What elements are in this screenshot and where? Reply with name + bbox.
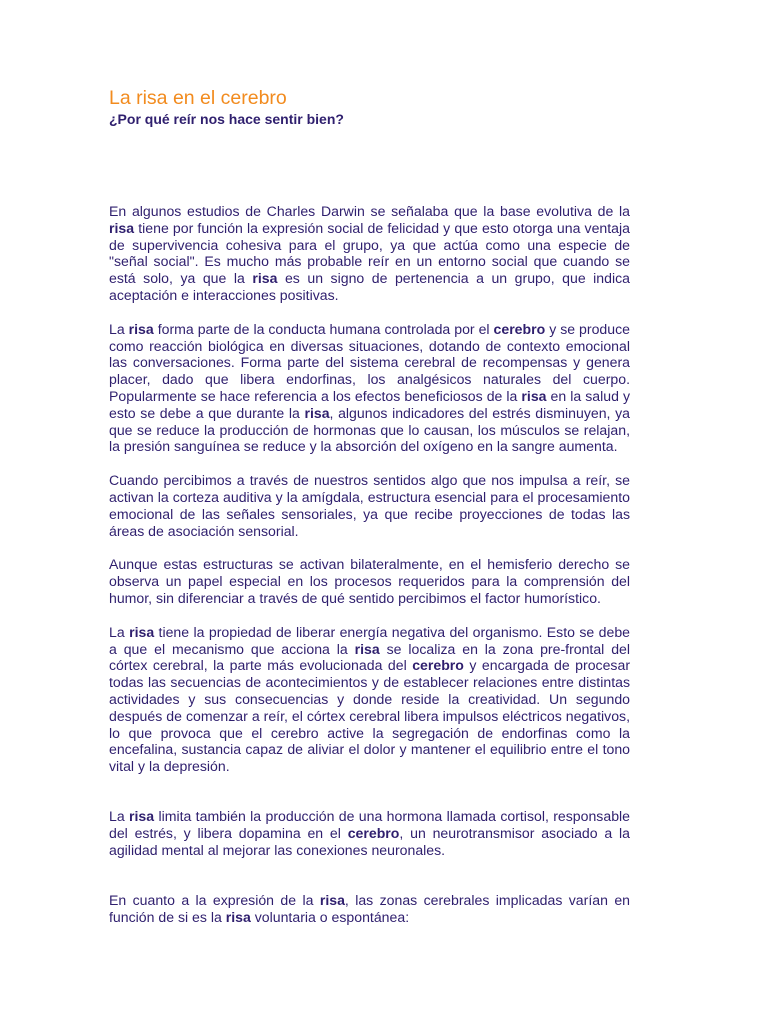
- document-page: [109, 86, 630, 926]
- text-run: , algunos indicadores del estrés disminuyen, ya que se reduce la producción de hormonas que lo causan, los músculos se relajan, la presión sanguínea se reduce y la absorción del oxígeno en la sangre aumenta.: [109, 404, 630, 455]
- paragraph-darwin: [109, 203, 630, 304]
- text-run: tiene por función la expresión social de felicidad y que esto otorga una ventaja de supervivencia cohesiva para el grupo, ya que actúa como una especie de "señal social". Es mucho más probable reír en un entorno social que cuando se está solo, ya que la: [109, 219, 630, 287]
- paragraph-cortisol: [109, 808, 630, 858]
- text-run: , un neurotransmisor asociado a la agilidad mental al mejorar las conexiones neuronales.: [109, 824, 630, 858]
- bold-term: risa: [319, 892, 345, 909]
- text-run: y se produce como reacción biológica en diversas situaciones, dotando de contexto emocional las conversaciones. Forma parte del sistema cerebral de recompensas y genera placer, dado que libera endorfinas, los analgésicos naturales del cuerpo. Popularmente se hace referencia a los efectos beneficiosos de la: [109, 320, 630, 404]
- text-run: En cuanto a la expresión de la: [109, 892, 320, 909]
- text-run: , las zonas cerebrales implicadas varían en función de si es la: [109, 892, 630, 926]
- paragraph-conducta-humana: [109, 321, 630, 455]
- text-run: forma parte de la conducta humana controlada por el: [153, 320, 494, 337]
- bold-term: risa: [129, 623, 155, 640]
- bold-term: risa: [304, 404, 330, 421]
- document-subtitle: ¿Por qué reír nos hace sentir bien?: [109, 111, 344, 127]
- text-run: Cuando percibimos a través de nuestros sentidos algo que nos impulsa a reír, se activan la corteza auditiva y la amígdala, estructura esencial para el procesamiento emocional de las señales sensoriales, ya que recibe proyecciones de todas las áreas de asociación sensorial.: [109, 472, 630, 539]
- paragraph-sentidos: [109, 472, 630, 539]
- text-run: es un signo de pertenencia a un grupo, que indica aceptación e interacciones positivas.: [109, 270, 630, 303]
- bold-term: risa: [225, 909, 251, 926]
- bold-term: cerebro: [412, 657, 464, 674]
- text-run: en la salud y esto se debe a que durante la: [109, 387, 630, 421]
- text-run: La: [109, 320, 129, 337]
- bold-term: risa: [521, 387, 547, 404]
- bold-term: cerebro: [493, 320, 546, 337]
- text-run: La: [109, 623, 130, 640]
- paragraph-expresion: [109, 892, 630, 926]
- bold-term: risa: [252, 270, 278, 287]
- bold-term: risa: [128, 320, 154, 337]
- bold-term: cerebro: [347, 824, 400, 841]
- bold-term: risa: [109, 219, 135, 236]
- bold-term: risa: [129, 807, 155, 824]
- text-run: tiene la propiedad de liberar energía negativa del organismo. Esto se debe a que el mecanismo que acciona la: [109, 623, 631, 657]
- bold-term: risa: [354, 640, 380, 657]
- text-run: La: [109, 807, 130, 824]
- document-title: La risa en el cerebro: [109, 87, 287, 109]
- text-run: se localiza en la zona pre-frontal del córtex cerebral, la parte más evolucionada del: [109, 640, 631, 674]
- text-run: Aunque estas estructuras se activan bilateralmente, en el hemisferio derecho se observa un papel especial en los procesos requeridos para la comprensión del humor, sin diferenciar a través de qué sentido percibimos el factor humorístico.: [109, 556, 630, 606]
- text-run: voluntaria o espontánea:: [250, 909, 410, 926]
- paragraph-hemisferio-derecho: [109, 556, 630, 606]
- paragraph-energia-negativa: [109, 624, 630, 775]
- text-run: y encargada de procesar todas las secuencias de acontecimientos y de establecer relaciones entre distintas actividades y sus consecuencias y donde reside la creatividad. Un segundo después de comenzar a reír, el córtex cerebral libera impulsos eléctricos negativos, lo que provoca que el cerebro active la segregación de endorfinas como la encefalina, sustancia capaz de aliviar el dolor y mantener el equilibrio entre el tono vital y la depresión.: [109, 657, 631, 775]
- text-run: En algunos estudios de Charles Darwin se señalaba que la base evolutiva de la: [109, 203, 630, 219]
- text-run: limita también la producción de una hormona llamada cortisol, responsable del estrés, y libera dopamina en el: [109, 807, 631, 841]
